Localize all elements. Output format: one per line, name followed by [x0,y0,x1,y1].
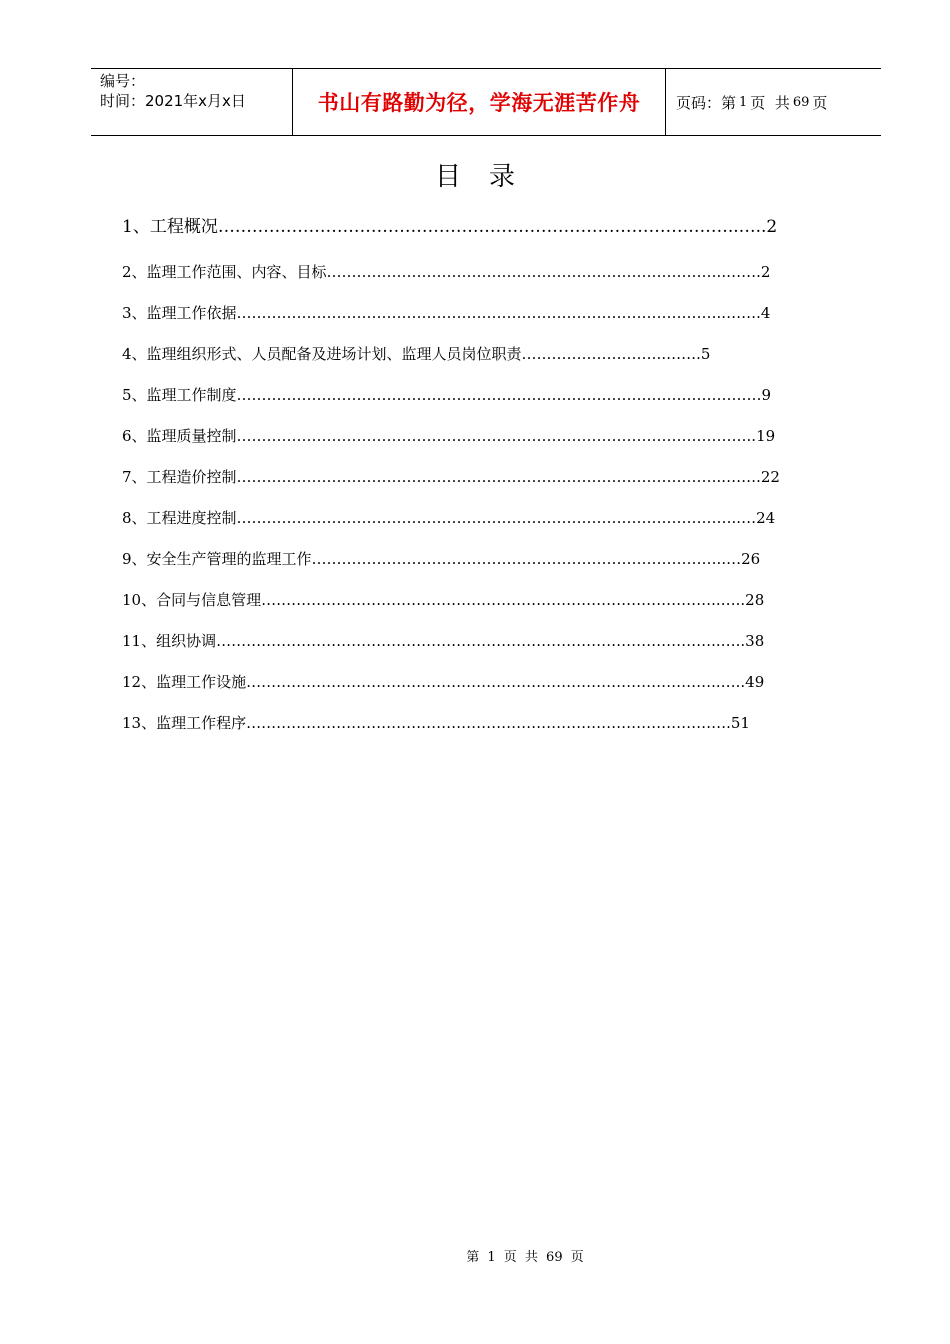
page-title: 目录 [434,162,543,192]
page-label: 页码：第 [676,93,737,112]
toc-item[interactable]: 11、组织协调………………………………………………………………………………………..…..38 [122,632,765,650]
header-meta [91,69,292,135]
toc-item[interactable]: 10、合同与信息管理………………………………………………………………………………..…..28 [122,591,765,609]
toc-item[interactable]: 5、监理工作制度……………………………………………………………………………………………9 [122,386,772,404]
toc-item[interactable]: 2、监理工作范围、内容、目标……………………………………………………………………..…….2 [122,263,771,281]
page-mid: 页 共 [750,93,790,112]
toc-item[interactable]: 7、工程造价控制……………………………………………………………………………………..…….22 [122,468,780,486]
header-motto: 书山有路勤为径，学海无涯苦作舟 [292,69,666,135]
toc-item[interactable]: 6、监理质量控制…………………………………………………………………………………………..19 [122,427,776,445]
toc-item[interactable]: 3、监理工作依据……………………………………………………………………………………..…….4 [122,304,771,322]
toc-item[interactable]: 12、监理工作设施…………………………………………………………………………………..…..49 [122,673,765,691]
page-footer: 第 1 页 共 69 页 [466,1250,584,1265]
page-number: 1 [739,94,748,110]
toc-item[interactable]: 8、工程进度控制………………………………………………………………………………………..…24 [122,509,776,527]
document-time-label: 时间：2021年x月x日 [100,92,246,110]
document-number-label: 编号： [100,72,146,90]
page-header [91,68,881,136]
toc-item[interactable]: 1、工程概况………………………………………………………………………………..…..2 [122,217,778,237]
toc-item[interactable]: 13、监理工作程序…………………………………………………………………………………….51 [122,714,750,732]
page-end: 页 [812,93,828,112]
toc-item[interactable]: 9、安全生产管理的监理工作………………………………………………………………………..…26 [122,550,761,568]
page-total: 69 [792,94,810,110]
toc-item[interactable]: 4、监理组织形式、人员配备及进场计划、监理人员岗位职责………………………..…….5 [122,345,711,363]
header-page-info [666,69,881,135]
